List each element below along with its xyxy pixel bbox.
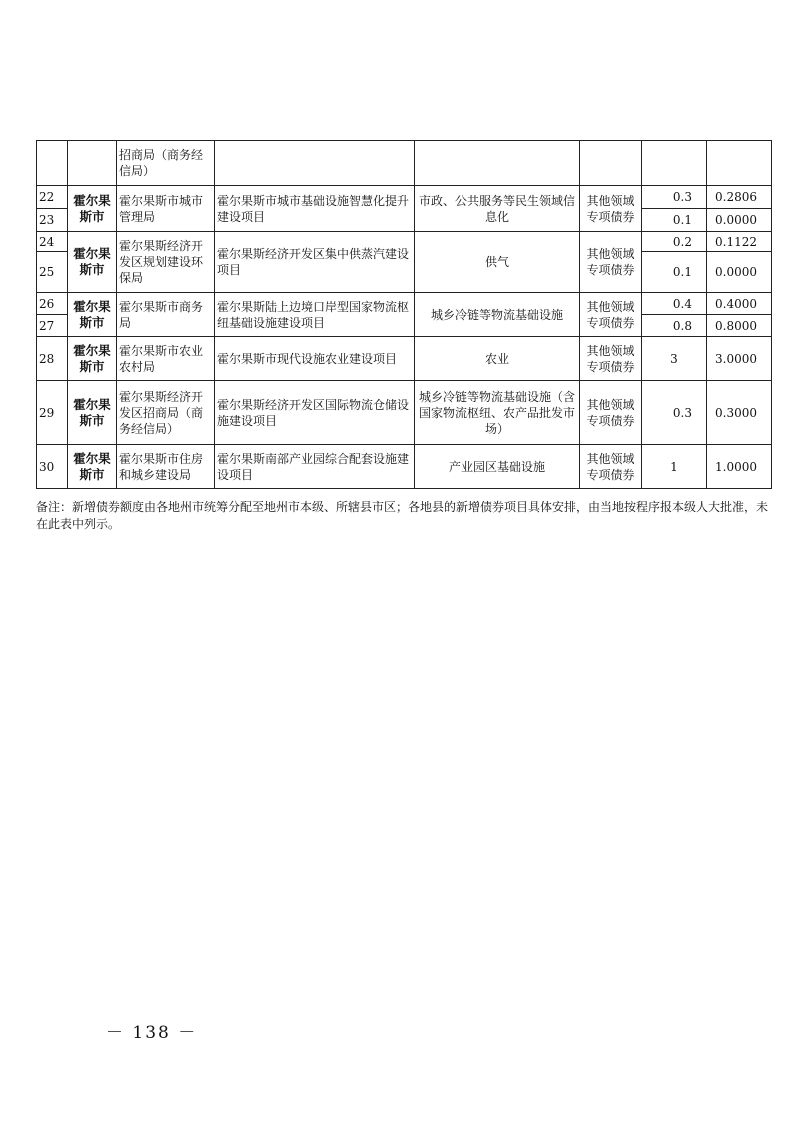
type-cell: 其他领域专项债券 (580, 445, 642, 489)
num-cell: 23 (37, 209, 68, 232)
table-row (37, 381, 772, 445)
limit-cell: 0.1 (642, 209, 707, 232)
field-cell: 城乡冷链等物流基础设施 (415, 293, 580, 337)
amount-cell: 1.0000 (707, 445, 772, 489)
project-cell: 霍尔果斯市现代设施农业建设项目 (215, 337, 415, 381)
city-cell: 霍尔果斯市 (68, 381, 117, 445)
amount-cell: 0.0000 (707, 209, 772, 232)
num-cell: 28 (37, 337, 68, 381)
type-cell (580, 141, 642, 186)
project-cell: 霍尔果斯经济开发区国际物流仓储设施建设项目 (215, 381, 415, 445)
city-cell (68, 141, 117, 186)
amount-cell: 0.2806 (707, 186, 772, 209)
limit-cell: 0.2 (642, 232, 707, 252)
table-row (37, 141, 772, 186)
amount-cell: 0.8000 (707, 315, 772, 337)
limit-cell: 1 (642, 445, 707, 489)
num-cell (37, 141, 68, 186)
city-cell: 霍尔果斯市 (68, 232, 117, 293)
field-cell: 城乡冷链等物流基础设施（含国家物流枢纽、农产品批发市场） (415, 381, 580, 445)
dept-cell: 招商局（商务经信局） (117, 141, 215, 186)
type-cell: 其他领域专项债券 (580, 293, 642, 337)
limit-cell: 0.1 (642, 252, 707, 293)
field-cell: 市政、公共服务等民生领域信息化 (415, 186, 580, 232)
amount-cell: 0.4000 (707, 293, 772, 315)
field-cell (415, 141, 580, 186)
table-row (37, 186, 772, 209)
project-cell: 霍尔果斯市城市基础设施智慧化提升建设项目 (215, 186, 415, 232)
dept-cell: 霍尔果斯市商务局 (117, 293, 215, 337)
table-row (37, 232, 772, 252)
project-cell: 霍尔果斯经济开发区集中供蒸汽建设项目 (215, 232, 415, 293)
table-row (37, 337, 772, 381)
type-cell: 其他领域专项债券 (580, 186, 642, 232)
limit-cell: 3 (642, 337, 707, 381)
dept-cell: 霍尔果斯经济开发区规划建设环保局 (117, 232, 215, 293)
table-row (37, 293, 772, 315)
type-cell: 其他领域专项债券 (580, 381, 642, 445)
project-cell: 霍尔果斯陆上边境口岸型国家物流枢纽基础设施建设项目 (215, 293, 415, 337)
amount-cell (707, 141, 772, 186)
dept-cell: 霍尔果斯市城市管理局 (117, 186, 215, 232)
type-cell: 其他领域专项债券 (580, 232, 642, 293)
field-cell: 供气 (415, 232, 580, 293)
city-cell: 霍尔果斯市 (68, 337, 117, 381)
amount-cell: 0.0000 (707, 252, 772, 293)
num-cell: 30 (37, 445, 68, 489)
city-cell: 霍尔果斯市 (68, 445, 117, 489)
city-cell: 霍尔果斯市 (68, 293, 117, 337)
dept-cell: 霍尔果斯市住房和城乡建设局 (117, 445, 215, 489)
num-cell: 24 (37, 232, 68, 252)
amount-cell: 0.3000 (707, 381, 772, 445)
dept-cell: 霍尔果斯市农业农村局 (117, 337, 215, 381)
num-cell: 25 (37, 252, 68, 293)
table-footnote: 备注：新增债券额度由各地州市统筹分配至地州市本级、所辖县市区；各地县的新增债券项目具体安排，由当地按程序报本级人大批准，未在此表中列示。 (36, 500, 769, 531)
city-cell: 霍尔果斯市 (68, 186, 117, 232)
bond-allocation-table (36, 140, 772, 489)
limit-cell: 0.8 (642, 315, 707, 337)
limit-cell: 0.3 (642, 381, 707, 445)
amount-cell: 0.1122 (707, 232, 772, 252)
project-cell: 霍尔果斯南部产业园综合配套设施建设项目 (215, 445, 415, 489)
num-cell: 29 (37, 381, 68, 445)
num-cell: 22 (37, 186, 68, 209)
page-number: － 138 － (106, 1023, 198, 1043)
project-cell (215, 141, 415, 186)
limit-cell: 0.3 (642, 186, 707, 209)
num-cell: 26 (37, 293, 68, 315)
limit-cell: 0.4 (642, 293, 707, 315)
limit-cell (642, 141, 707, 186)
table-row (37, 445, 772, 489)
field-cell: 农业 (415, 337, 580, 381)
type-cell: 其他领域专项债券 (580, 337, 642, 381)
amount-cell: 3.0000 (707, 337, 772, 381)
dept-cell: 霍尔果斯经济开发区招商局（商务经信局） (117, 381, 215, 445)
num-cell: 27 (37, 315, 68, 337)
field-cell: 产业园区基础设施 (415, 445, 580, 489)
